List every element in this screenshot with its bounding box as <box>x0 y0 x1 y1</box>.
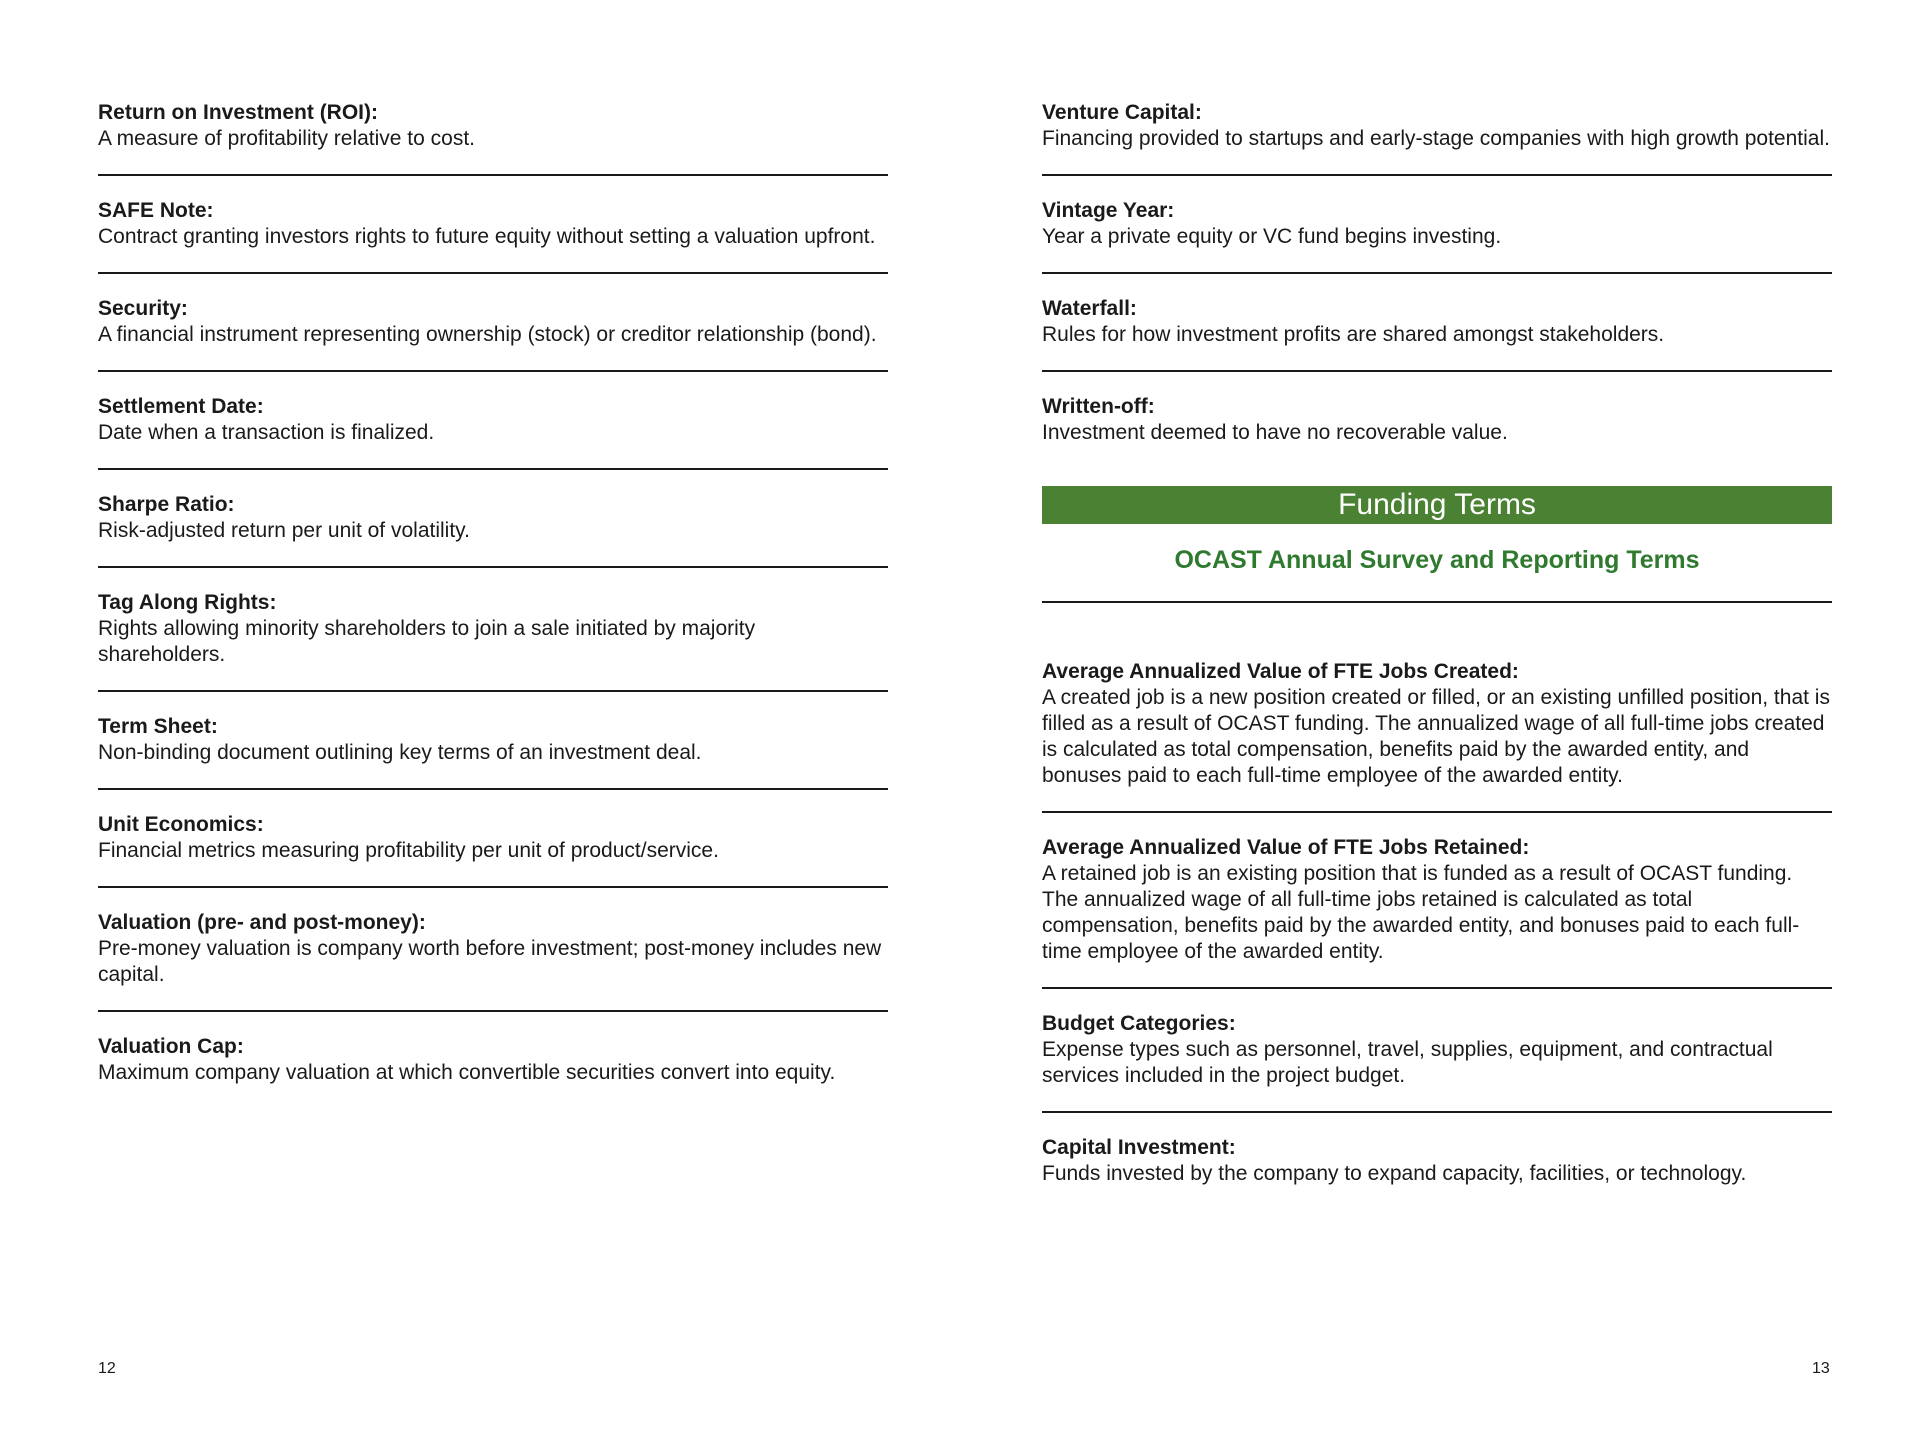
glossary-term: Valuation (pre- and post-money): <box>98 911 426 934</box>
glossary-entry <box>98 590 888 692</box>
glossary-definition: Year a private equity or VC fund begins investing. <box>1042 225 1502 248</box>
glossary-definition: Pre-money valuation is company worth before investment; post-money includes new capital. <box>98 937 882 986</box>
glossary-entry <box>98 296 888 372</box>
glossary-term: Settlement Date: <box>98 395 264 418</box>
glossary-term: Unit Economics: <box>98 813 264 836</box>
glossary-entry <box>98 910 888 1012</box>
glossary-definition: A created job is a new position created or filled, or an existing unfilled position, that is filled as a result of OCAST funding. The annualized wage of all full-time jobs created is calculated as total compensation, benefits paid by the awarded entity, and bonuses paid to each full-time employee of the awarded entity. <box>1042 686 1830 787</box>
glossary-entry <box>1042 296 1832 372</box>
glossary-entry <box>1042 1011 1832 1113</box>
glossary-entry <box>98 394 888 470</box>
left-page-column <box>98 100 888 1130</box>
glossary-entry <box>1042 1135 1832 1209</box>
right-page-column <box>1042 100 1832 1231</box>
page-number-right: 13 <box>1812 1360 1830 1377</box>
glossary-entry <box>1042 100 1832 176</box>
glossary-term: Security: <box>98 297 188 320</box>
glossary-entry <box>98 812 888 888</box>
glossary-term: Average Annualized Value of FTE Jobs Retained: <box>1042 836 1530 859</box>
glossary-term: Return on Investment (ROI): <box>98 101 379 124</box>
glossary-term: Sharpe Ratio: <box>98 493 235 516</box>
section-banner: Funding Terms <box>1042 486 1832 524</box>
glossary-definition: A measure of profitability relative to cost. <box>98 127 476 150</box>
glossary-definition: Investment deemed to have no recoverable value. <box>1042 421 1508 444</box>
glossary-term: Vintage Year: <box>1042 199 1175 222</box>
glossary-definition: Financing provided to startups and early-stage companies with high growth potential. <box>1042 127 1830 150</box>
page-number-left: 12 <box>98 1360 116 1377</box>
glossary-definition: Non-binding document outlining key terms of an investment deal. <box>98 741 702 764</box>
glossary-definition: Rules for how investment profits are shared amongst stakeholders. <box>1042 323 1665 346</box>
glossary-term: Average Annualized Value of FTE Jobs Created: <box>1042 660 1519 683</box>
glossary-definition: Financial metrics measuring profitability per unit of product/service. <box>98 839 719 862</box>
glossary-entry <box>1042 835 1832 989</box>
glossary-entry <box>98 198 888 274</box>
glossary-definition: Contract granting investors rights to future equity without setting a valuation upfront. <box>98 225 876 248</box>
glossary-definition: A retained job is an existing position that is funded as a result of OCAST funding. The annualized wage of all full-time jobs retained is calculated as total compensation, benefits paid by the awarded entity, and bonuses paid to each full-time employee of the awarded entity. <box>1042 862 1800 963</box>
glossary-term: Tag Along Rights: <box>98 591 277 614</box>
glossary-definition: Maximum company valuation at which convertible securities convert into equity. <box>98 1061 836 1084</box>
glossary-entry <box>98 1034 888 1108</box>
glossary-term: Valuation Cap: <box>98 1035 244 1058</box>
glossary-term: SAFE Note: <box>98 199 214 222</box>
glossary-entry <box>1042 659 1832 813</box>
glossary-entry <box>1042 198 1832 274</box>
section-subheading: OCAST Annual Survey and Reporting Terms <box>1042 546 1832 603</box>
glossary-definition: Expense types such as personnel, travel, supplies, equipment, and contractual services included in the project budget. <box>1042 1038 1773 1087</box>
glossary-entry <box>98 100 888 176</box>
glossary-definition: Funds invested by the company to expand capacity, facilities, or technology. <box>1042 1162 1747 1185</box>
glossary-term: Term Sheet: <box>98 715 218 738</box>
glossary-term: Venture Capital: <box>1042 101 1202 124</box>
glossary-term: Written-off: <box>1042 395 1155 418</box>
glossary-definition: Date when a transaction is finalized. <box>98 421 435 444</box>
glossary-term: Waterfall: <box>1042 297 1137 320</box>
glossary-term: Capital Investment: <box>1042 1136 1236 1159</box>
glossary-entry <box>98 492 888 568</box>
glossary-definition: Rights allowing minority shareholders to join a sale initiated by majority shareholders. <box>98 617 756 666</box>
glossary-definition: Risk-adjusted return per unit of volatility. <box>98 519 470 542</box>
glossary-entry <box>1042 394 1832 446</box>
glossary-entry <box>98 714 888 790</box>
glossary-definition: A financial instrument representing ownership (stock) or creditor relationship (bond). <box>98 323 877 346</box>
glossary-term: Budget Categories: <box>1042 1012 1236 1035</box>
